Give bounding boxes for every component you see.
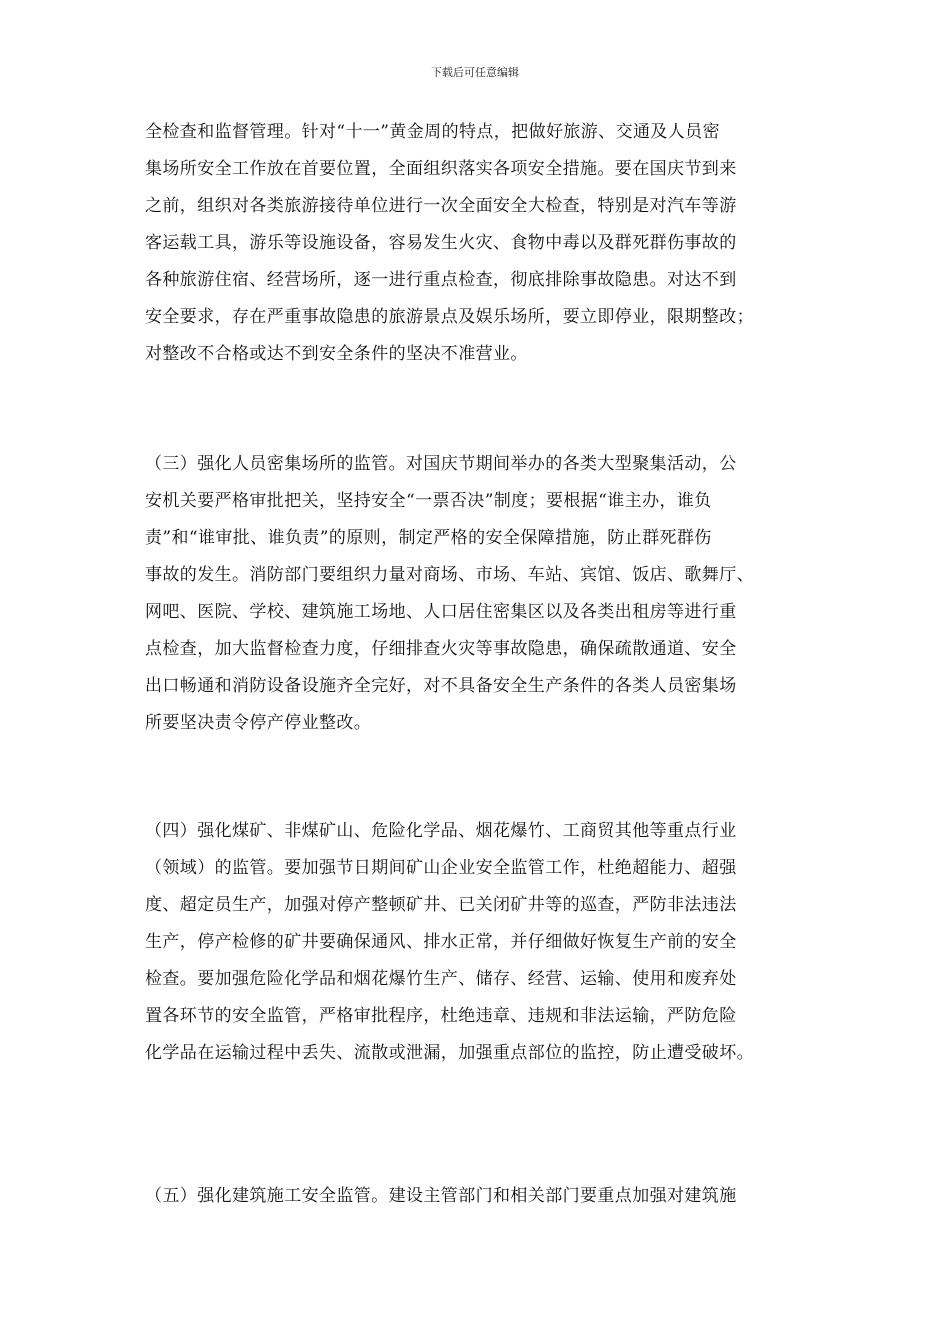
paragraph-3-line-3: 度、超定员生产，加强对停产整顿矿井、已关闭矿井等的巡查，严防非法违法 [145, 895, 737, 915]
paragraph-2-line-4: 事故的发生。消防部门要组织力量对商场、市场、车站、宾馆、饭店、歌舞厅、 [145, 565, 754, 585]
paragraph-1-line-2: 集场所安全工作放在首要位置，全面组织落实各项安全措施。要在国庆节到来 [145, 159, 737, 179]
paragraph-1-line-5: 各种旅游住宿、经营场所，逐一进行重点检查，彻底排除事故隐患。对达不到 [145, 270, 737, 290]
paragraph-1-line-1: 全检查和监督管理。针对“十一”黄金周的特点，把做好旅游、交通及人员密 [145, 122, 720, 142]
paragraph-1-line-6: 安全要求，存在严重事故隐患的旅游景点及娱乐场所，要立即停业，限期整改； [145, 307, 754, 327]
paragraph-1-line-4: 客运载工具，游乐等设施设备，容易发生火灾、食物中毒以及群死群伤事故的 [145, 233, 737, 253]
paragraph-2-line-7: 出口畅通和消防设备设施齐全完好，对不具备安全生产条件的各类人员密集场 [145, 676, 737, 696]
page-header: 下载后可任意编辑 [431, 66, 519, 79]
paragraph-2-line-2: 安机关要严格审批把关，坚持安全“一票否决”制度；要根据“谁主办，谁负 [145, 491, 712, 511]
paragraph-1-line-7: 对整改不合格或达不到安全条件的坚决不准营业。 [145, 344, 528, 364]
paragraph-2-line-5: 网吧、医院、学校、建筑施工场地、人口居住密集区以及各类出租房等进行重 [145, 602, 737, 622]
paragraph-3-line-7: 化学品在运输过程中丢失、流散或泄漏，加强重点部位的监控，防止遭受破坏。 [145, 1043, 754, 1063]
paragraph-2-line-8: 所要坚决责令停产停业整改。 [145, 713, 372, 733]
paragraph-3-line-5: 检查。要加强危险化学品和烟花爆竹生产、储存、经营、运输、使用和废弃处 [145, 969, 737, 989]
paragraph-4-line-1: （五）强化建筑施工安全监管。建设主管部门和相关部门要重点加强对建筑施 [145, 1186, 737, 1206]
paragraph-3-line-1: （四）强化煤矿、非煤矿山、危险化学品、烟花爆竹、工商贸其他等重点行业 [145, 821, 737, 841]
paragraph-2-line-6: 点检查，加大监督检查力度，仔细排查火灾等事故隐患，确保疏散通道、安全 [145, 639, 737, 659]
paragraph-3-line-6: 置各环节的安全监管，严格审批程序，杜绝违章、违规和非法运输，严防危险 [145, 1006, 737, 1026]
paragraph-2-line-1: （三）强化人员密集场所的监管。对国庆节期间举办的各类大型聚集活动，公 [145, 454, 737, 474]
paragraph-3-line-4: 生产，停产检修的矿井要确保通风、排水正常，并仔细做好恢复生产前的安全 [145, 932, 737, 952]
paragraph-3-line-2: （领域）的监管。要加强节日期间矿山企业安全监管工作，杜绝超能力、超强 [145, 858, 737, 878]
paragraph-1-line-3: 之前，组织对各类旅游接待单位进行一次全面安全大检查，特别是对汽车等游 [145, 196, 737, 216]
paragraph-2-line-3: 责”和“谁审批、谁负责”的原则，制定严格的安全保障措施，防止群死群伤 [145, 528, 712, 548]
